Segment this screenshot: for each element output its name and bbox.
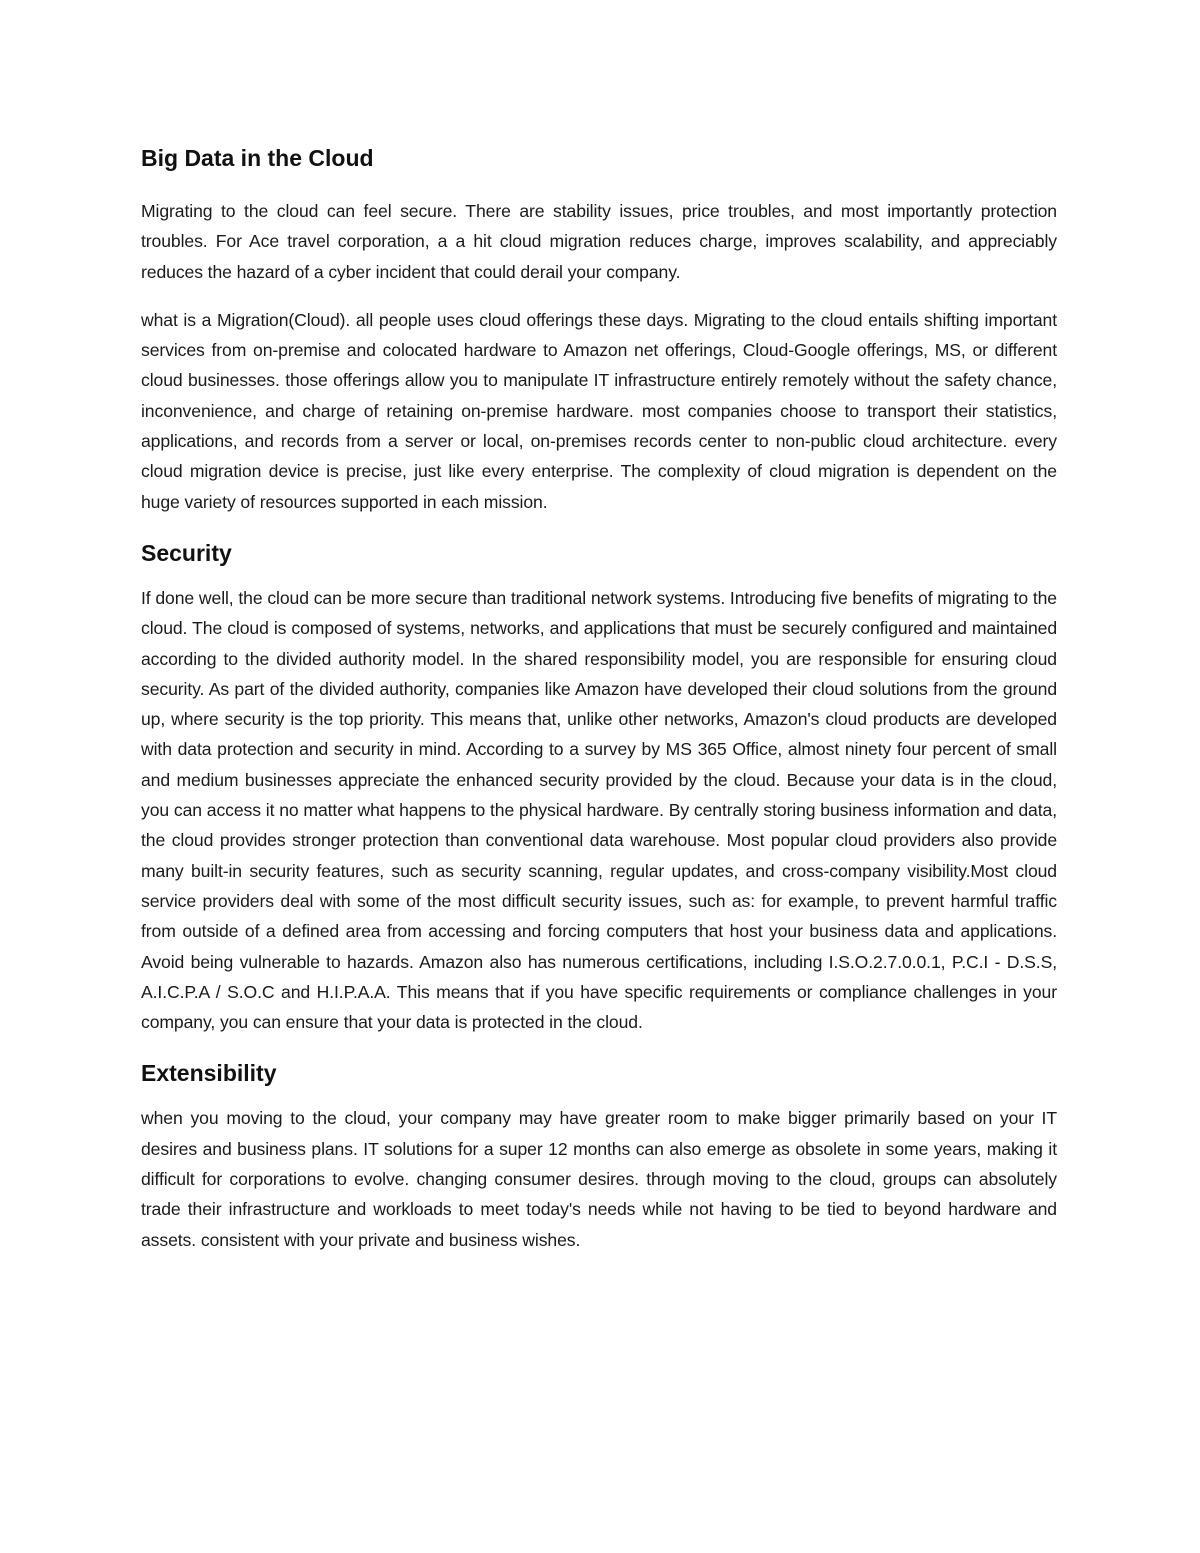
section-heading-security: Security <box>141 539 232 566</box>
document-page <box>141 140 1057 1273</box>
section-paragraph-extensibility: when you moving to the cloud, your company may have greater room to make bigger primarily based on your IT desires and business plans. IT solutions for a super 12 months can also emerge as obsolete in some years, making it difficult for corporations to evolve. changing consumer desires. through moving to the cloud, groups can absolutely trade their infrastructure and workloads to meet today's needs while not having to be tied to beyond hardware and assets. consistent with your private and business wishes. <box>141 1108 1057 1250</box>
section-heading-extensibility: Extensibility <box>141 1060 277 1087</box>
intro-paragraph-2: what is a Migration(Cloud). all people uses cloud offerings these days. Migrating to the cloud entails shifting important services from on-premise and colocated hardware to Amazon net offerings, Cloud-Google offerings, MS, or different cloud businesses. those offerings allow you to manipulate IT infrastructure entirely remotely without the safety chance, inconvenience, and charge of retaining on-premise hardware. most companies choose to transport their statistics, applications, and records from a server or local, on-premises records center to non-public cloud architecture. every cloud migration device is precise, just like every enterprise. The complexity of cloud migration is dependent on the huge variety of resources supported in each mission. <box>141 309 1057 512</box>
section-paragraph-security: If done well, the cloud can be more secure than traditional network systems. Introducing five benefits of migrating to the cloud. The cloud is composed of systems, networks, and applications that must be securely configured and maintained according to the divided authority model. In the shared responsibility model, you are responsible for ensuring cloud security. As part of the divided authority, companies like Amazon have developed their cloud solutions from the ground up, where security is the top priority. This means that, unlike other networks, Amazon's cloud products are developed with data protection and security in mind. According to a survey by MS 365 Office, almost ninety four percent of small and medium businesses appreciate the enhanced security provided by the cloud. Because your data is in the cloud, you can access it no matter what happens to the physical hardware. By centrally storing business information and data, the cloud provides stronger protection than conventional data warehouse. Most popular cloud providers also provide many built-in security features, such as security scanning, regular updates, and cross-company visibility.Most cloud service providers deal with some of the most difficult security issues, such as: for example, to prevent harmful traffic from outside of a defined area from accessing and forcing computers that host your business data and applications. Avoid being vulnerable to hazards. Amazon also has numerous certifications, including I.S.O.2.7.0.0.1, P.C.I - D.S.S, A.I.C.P.A / S.O.C and H.I.P.A.A. This means that if you have specific requirements or compliance challenges in your company, you can ensure that your data is protected in the cloud. <box>141 587 1057 1033</box>
intro-paragraph-1: Migrating to the cloud can feel secure. There are stability issues, price troubles, and most importantly protection troubles. For Ace travel corporation, a a hit cloud migration reduces charge, improves scalability, and appreciably reduces the hazard of a cyber incident that could derail your company. <box>141 201 1057 282</box>
document-title: Big Data in the Cloud <box>141 145 374 171</box>
